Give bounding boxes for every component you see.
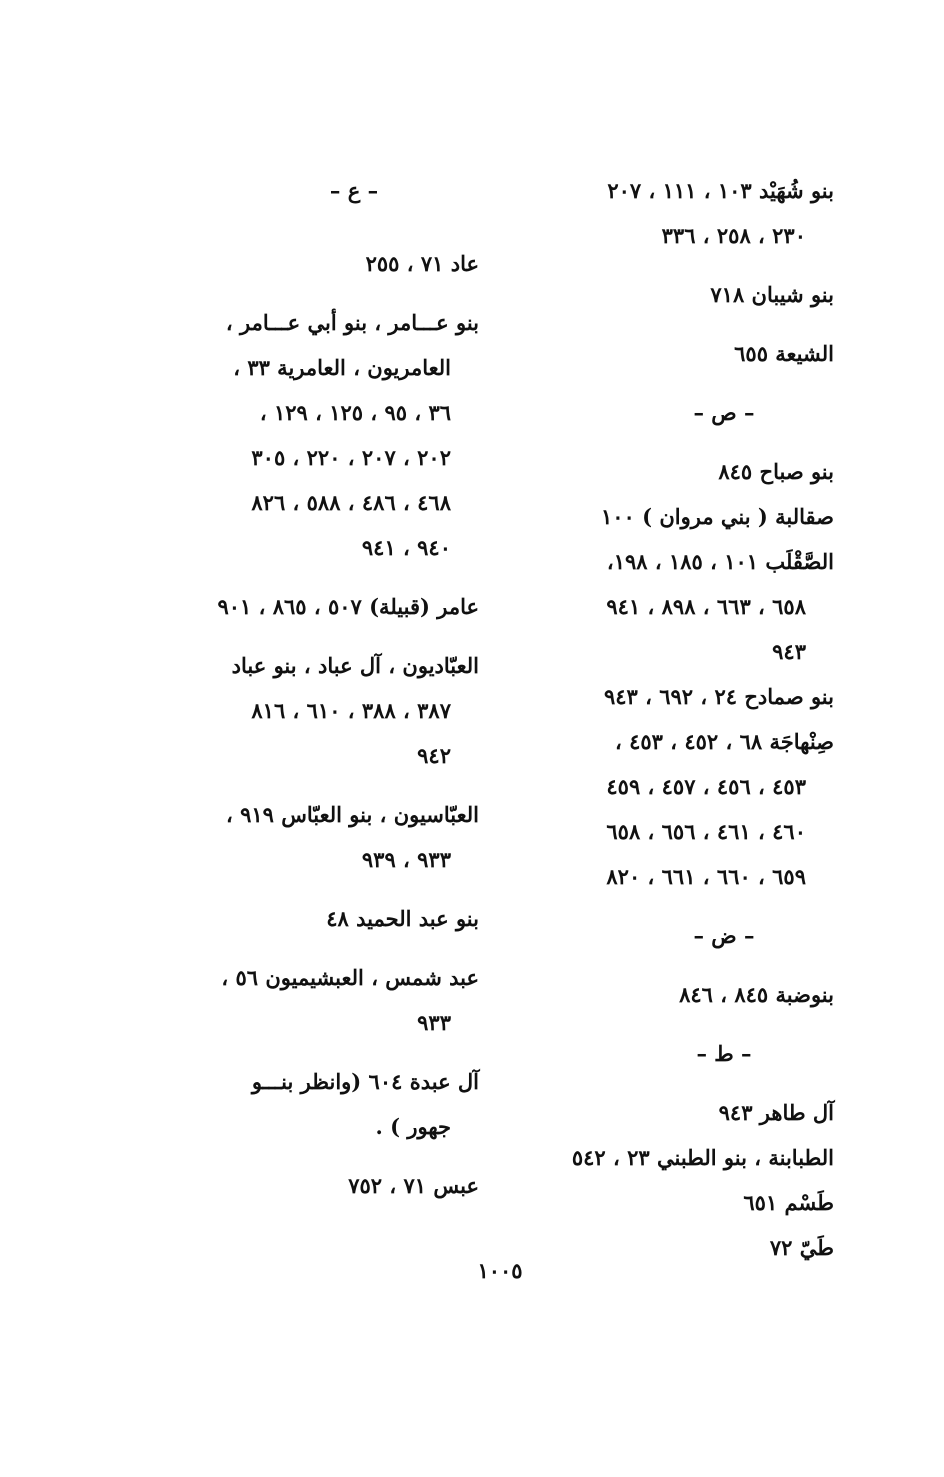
entry-tayy: طَيّ ٧٢ [769, 1235, 834, 1260]
entry-continuation: ٤٥٣ ، ٤٥٦ ، ٤٥٧ ، ٤٥٩ [606, 774, 806, 799]
entry-abbadids: العبّاديون ، آل عباد ، بنو عباد [231, 653, 479, 678]
entry-saqaliba: صقالبة ( بني مروان ) ١٠٠ [600, 504, 834, 529]
entry-shia: الشيعة ٦٥٥ [734, 341, 834, 366]
entry-saqlab: الصَّقْلَب ١٠١ ، ١٨٥ ، ١٩٨، [606, 549, 834, 574]
entry-continuation: ٣٨٧ ، ٣٨٨ ، ٦١٠ ، ٨١٦ [251, 698, 451, 723]
entry-continuation: ٩٤٢ [417, 743, 451, 768]
entry-abd-shams: عبد شمس ، العبشيميون ٥٦ ، [221, 965, 479, 990]
entry-continuation: ٩٣٣ ، ٩٣٩ [361, 847, 451, 872]
entry-al-abda: آل عبدة ٦٠٤ (وانظر بنـــو [251, 1069, 479, 1094]
index-column-right [504, 168, 834, 1270]
entry-banu-shuhayd: بنو شُهَيْد ١٠٣ ، ١١١ ، ٢٠٧ [607, 178, 834, 203]
entry-banu-amir: بنو عـــامر ، بنو أبي عـــامر ، [225, 310, 479, 335]
entry-continuation: ٩٣٣ [417, 1010, 451, 1035]
entry-al-tahir: آل طاهر ٩٤٣ [718, 1100, 834, 1125]
entry-amir-tribe: عامر (قبيلة) ٥٠٧ ، ٨٦٥ ، ٩٠١ [217, 594, 479, 619]
page-number-text: ١٠٠٥ [477, 1258, 523, 1283]
entry-continuation: ٢٣٠ ، ٢٥٨ ، ٣٣٦ [661, 223, 806, 248]
entry-continuation: ٤٦٠ ، ٤٦١ ، ٦٥٦ ، ٦٥٨ [606, 819, 806, 844]
entry-continuation: ٩٤٠ ، ٩٤١ [361, 535, 451, 560]
entry-banu-shayban: بنو شيبان ٧١٨ [710, 282, 834, 307]
entry-continuation: ٤٦٨ ، ٤٨٦ ، ٥٨٨ ، ٨٢٦ [251, 490, 451, 515]
entry-continuation: العامريون ، العامرية ٣٣ ، [233, 355, 451, 380]
entry-continuation: ٩٤٣ [772, 639, 806, 664]
entry-continuation: ٦٥٩ ، ٦٦٠ ، ٦٦١ ، ٨٢٠ [606, 864, 806, 889]
entry-tasm: طَسْم ٦٥١ [743, 1190, 834, 1215]
entry-abbasids: العبّاسيون ، بنو العبّاس ٩١٩ ، [225, 802, 479, 827]
section-heading-sad: – ص – [693, 400, 755, 425]
section-heading-ta: – ط – [696, 1041, 752, 1066]
entry-aad: عاد ٧١ ، ٢٥٥ [365, 251, 479, 276]
section-heading-dad: – ض – [693, 923, 755, 948]
page-number [0, 1258, 944, 1283]
entry-continuation: ٢٠٢ ، ٢٠٧ ، ٢٢٠ ، ٣٠٥ [251, 445, 451, 470]
entry-abs: عبس ٧١ ، ٧٥٢ [348, 1173, 479, 1198]
entry-sanhaja: صِنْهاجَة ٦٨ ، ٤٥٢ ، ٤٥٣ ، [615, 729, 834, 754]
entry-continuation: ٦٥٨ ، ٦٦٣ ، ٨٩٨ ، ٩٤١ [606, 594, 806, 619]
section-heading-ain: – ع – [329, 178, 379, 203]
entry-continuation: جهور ) . [375, 1114, 451, 1139]
index-column-left [159, 168, 479, 1208]
entry-banu-abd-al-hamid: بنو عبد الحميد ٤٨ [326, 906, 479, 931]
entry-tabaina: الطبابنة ، بنو الطبني ٢٣ ، ٥٤٢ [571, 1145, 834, 1170]
entry-continuation: ٣٦ ، ٩٥ ، ١٢٥ ، ١٢٩ ، [259, 400, 451, 425]
entry-banu-dabba: بنوضبة ٨٤٥ ، ٨٤٦ [679, 982, 834, 1007]
entry-banu-sabah: بنو صباح ٨٤٥ [718, 459, 834, 484]
entry-banu-sumadih: بنو صمادح ٢٤ ، ٦٩٢ ، ٩٤٣ [604, 684, 834, 709]
